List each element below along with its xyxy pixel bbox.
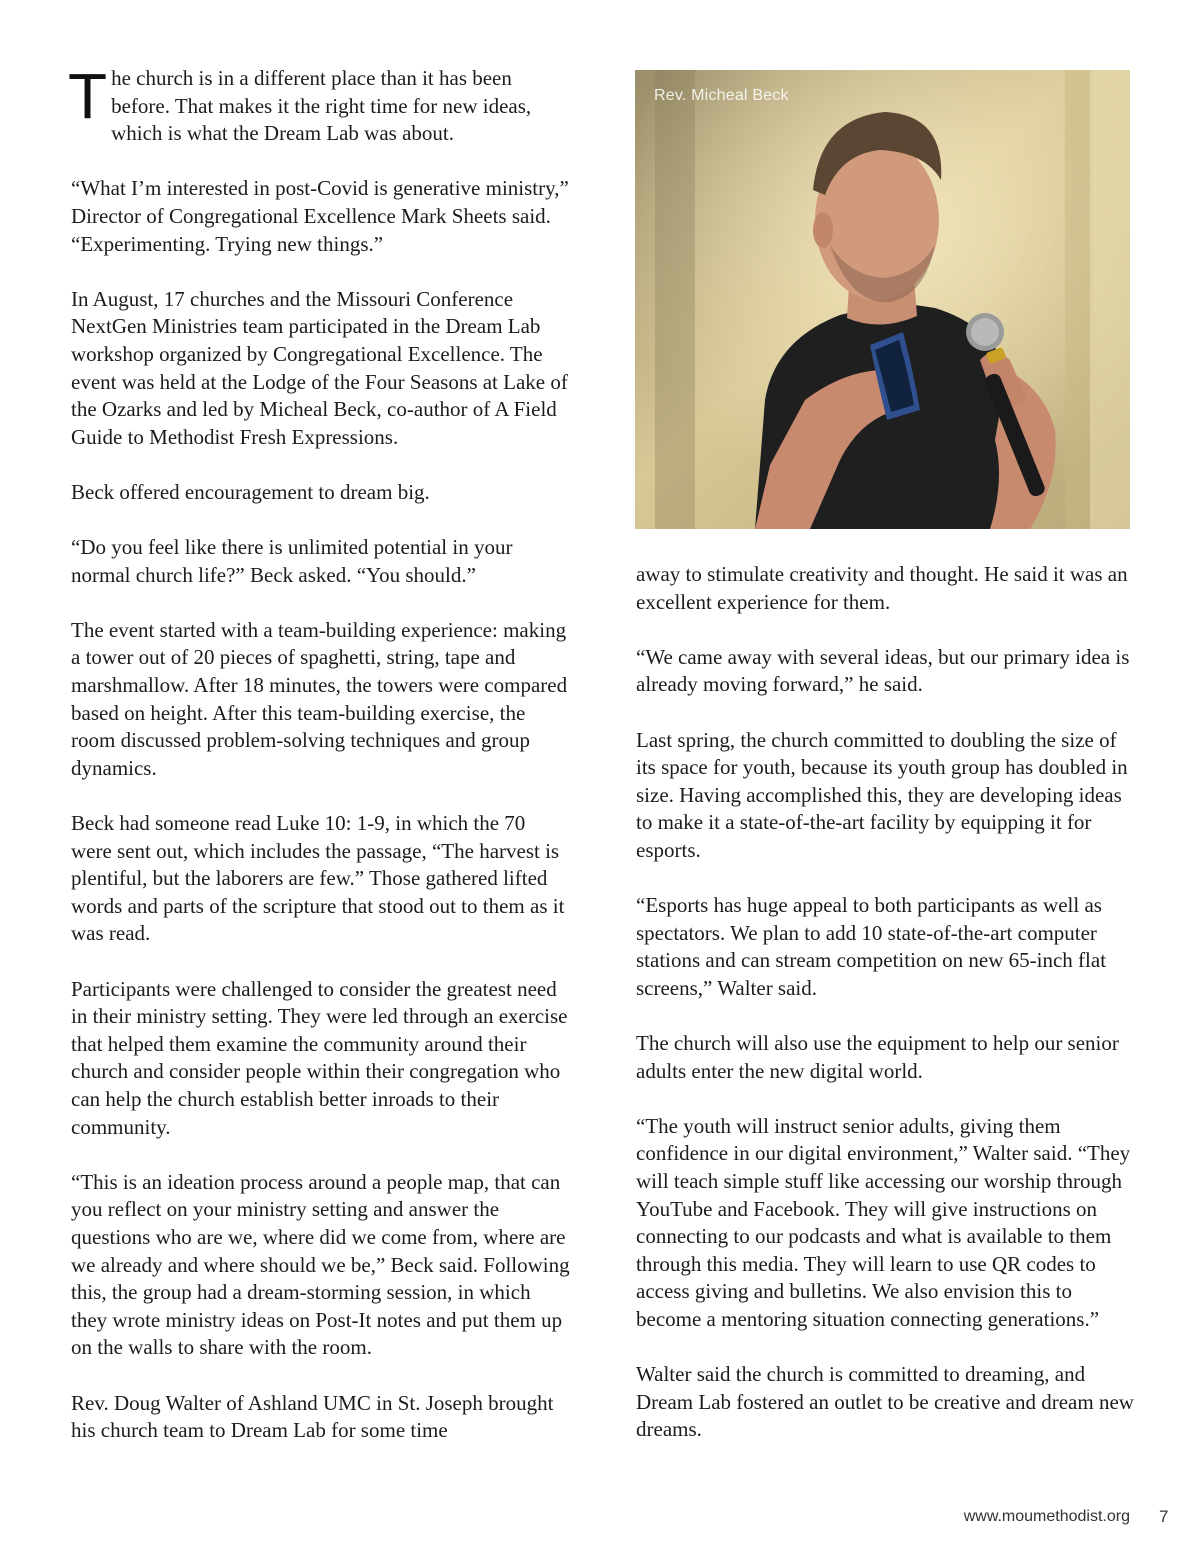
article-paragraph: Beck had someone read Luke 10: 1-9, in which the 70 were sent out, which includes the passage, “The harvest is plentiful, but the laborers are few.” Those gathered lifted words and parts of the scripture that stood out to them as it was read. bbox=[71, 811, 565, 946]
article-paragraph: “The youth will instruct senior adults, giving them confidence in our digital environment,” Walter said. “They will teach simple stuff like accessing our worship through YouTube and Facebook. They will give instructions on connecting to our podcasts and what is available to them through this media. They will learn to use QR codes to access giving and bulletins. We also envision this to become a mentoring situation connecting generations.” bbox=[636, 1113, 1131, 1332]
speaker-illustration bbox=[635, 70, 1130, 529]
drop-cap: T bbox=[68, 60, 108, 132]
article-paragraph: Beck offered encouragement to dream big. bbox=[71, 479, 430, 504]
article-paragraph: Rev. Doug Walter of Ashland UMC in St. Joseph brought his church team to Dream Lab for some time bbox=[71, 1390, 554, 1443]
article-right-column bbox=[636, 561, 1136, 1444]
article-paragraph: The church will also use the equipment to help our senior adults enter the new digital world. bbox=[636, 1031, 1119, 1083]
article-paragraph: “What I’m interested in post-Covid is generative ministry,” Director of Congregational Excellence Mark Sheets said. “Experimenting. Trying new things.” bbox=[71, 176, 569, 256]
article-paragraph: “Do you feel like there is unlimited potential in your normal church life?” Beck asked. “You should.” bbox=[71, 535, 513, 587]
page-number: 7 bbox=[1159, 1507, 1169, 1526]
article-paragraph: In August, 17 churches and the Missouri Conference NextGen Ministries team participated in the Dream Lab workshop organized by Congregational Excellence. The event was held at the Lodge of the Four Seasons at Lake of the Ozarks and led by Micheal Beck, co-author of A Field Guide to Methodist Fresh Expressions. bbox=[71, 286, 568, 449]
article-paragraph: “This is an ideation process around a people map, that can you reflect on your ministry setting and answer the questions who are we, where did we come from, where are we already and where should we be,” Beck said. Following this, the group had a dream-storming session, in which they wrote ministry ideas on Post-It notes and put them up on the walls to share with the room. bbox=[71, 1169, 570, 1360]
article-paragraph: “We came away with several ideas, but our primary idea is already moving forward,” he said. bbox=[636, 644, 1130, 697]
speaker-photo bbox=[635, 70, 1130, 529]
article-paragraph: Participants were challenged to consider the greatest need in their ministry setting. They were led through an exercise that helped them examine the community around their church and consider people within their congregation who can help the church establish better inroads to their community. bbox=[71, 976, 568, 1139]
article-paragraph: Last spring, the church committed to doubling the size of its space for youth, because its youth group has doubled in size. Having accomplished this, they are developing ideas to make it a state-of-the-art facility by equipping it for esports. bbox=[636, 727, 1128, 862]
footer-website-url: www.moumethodist.org bbox=[963, 1508, 1130, 1525]
article-intro-text: he church is in a different place than it has been before. That makes it the right time for new ideas, which is what the Dream Lab was about. bbox=[111, 66, 532, 146]
article-paragraph: Walter said the church is committed to dreaming, and Dream Lab fostered an outlet to be creative and dream new dreams. bbox=[636, 1362, 1134, 1442]
article-left-column bbox=[68, 60, 571, 1445]
article-paragraph: away to stimulate creativity and thought. He said it was an excellent experience for them. bbox=[636, 562, 1128, 614]
photo-caption: Rev. Micheal Beck bbox=[654, 87, 789, 104]
article-paragraph bbox=[68, 60, 571, 148]
article-paragraph: The event started with a team-building experience: making a tower out of 20 pieces of spaghetti, string, tape and marshmallow. After 18 minutes, the towers were compared based on height. After this team-building exercise, the room discussed problem-solving techniques and group dynamics. bbox=[71, 617, 568, 780]
article-paragraph: “Esports has huge appeal to both participants as well as spectators. We plan to add 10 state-of-the-art computer stations and can stream competition on new 65-inch flat screens,” Walter said. bbox=[636, 893, 1107, 1000]
